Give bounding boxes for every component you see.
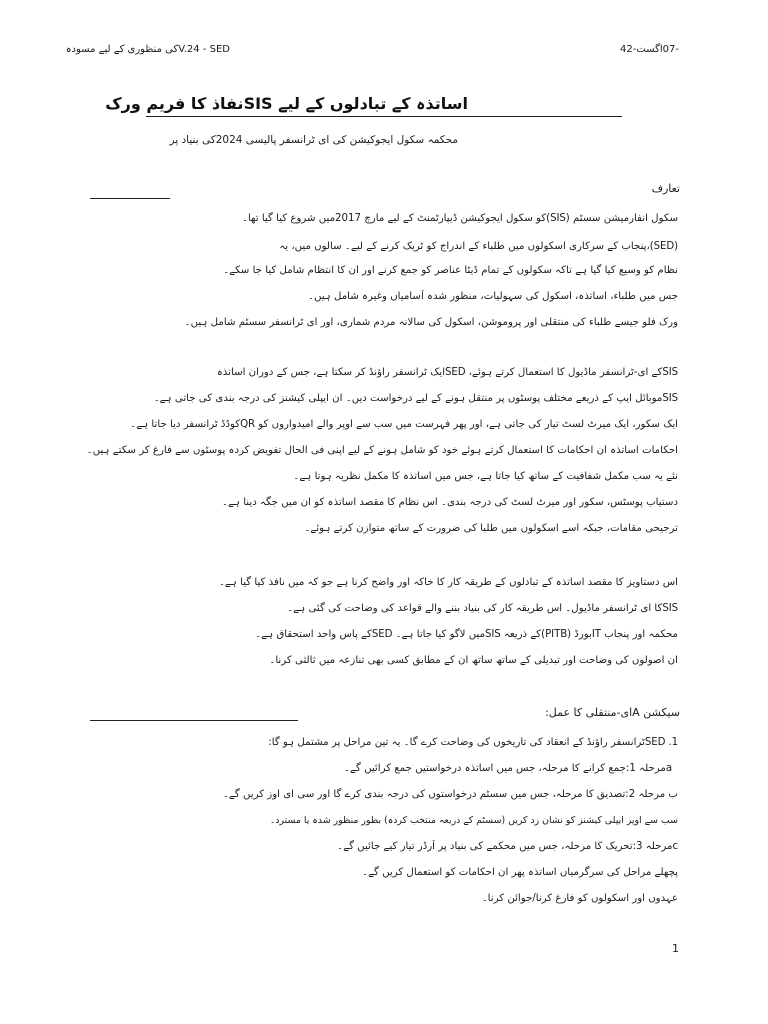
section-a-line: ب مرحلہ 2:تصدیق کا مرحلہ، جس میں سسٹم درخواستوں کی درجہ بندی کرے گا اور سی ای اوز کریں گے۔ [222,789,678,800]
body-line: اس دستاویز کا مقصد اساتذہ کے تبادلوں کے طریقہ کار کا خاکہ اور واضح کرنا ہے جو کہ میں نافذ کیا گیا ہے۔ [218,577,678,588]
intro-line: ورک فلو جیسے طلباء کی منتقلی اور پروموشن، اسکول کی سالانہ مردم شماری، اور ای ٹرانسفر سسٹم شامل ہیں۔ [184,317,678,328]
intro-rule [90,198,170,199]
body-line: احکامات اساتذہ ان احکامات کا استعمال کرتے ہوئے خود کو شامل ہونے کے لیے اپنی فی الحال تفویض کردہ پوسٹوں سے فارغ کر سکتے ہیں۔ [86,445,678,456]
body-line: ترجیحی مقامات، جبکہ اسے اسکولوں میں طلبا کی ضرورت کے ساتھ متوازن کرتے ہوئے۔ [304,523,678,534]
section-a-line: aمرحلہ 1:جمع کرانے کا مرحلہ، جس میں اساتذہ درخواستیں جمع کرائیں گے۔ [344,763,672,774]
body-line: محکمہ اور پنجاب ITبورڈ (PITB)کے ذریعہ SISمیں لاگو کیا جاتا ہے۔ SEDکے پاس واحد استحقاق ہے۔ [255,629,678,640]
page-number: 1 [672,942,679,955]
intro-line: جس میں طلباء، اساتذہ، اسکول کی سہولیات، منظور شدہ آسامیاں وغیرہ شامل ہیں۔ [307,291,678,302]
section-a-line: 1. SEDٹرانسفر راؤنڈ کے انعقاد کی تاریخوں کی وضاحت کرے گا۔ یہ تین مراحل پر مشتمل ہو گا: [268,737,678,748]
body-line: SISموبائل ایپ کے ذریعے مختلف پوسٹوں پر منتقل ہونے کے لیے درخواست دیں۔ ان ایپلی کیشنز کی درجہ بندی کی جاتی ہے۔ [153,393,678,404]
title-underline [146,116,622,117]
section-a-line: پچھلے مراحل کی سرگرمیاں اساتذہ پھر ان احکامات کو استعمال کریں گے۔ [362,867,678,878]
intro-heading: تعارف [651,182,680,195]
section-a-line: سب سے اوپر ایپلی کیشنز کو نشان زد کریں (سسٹم کے ذریعہ منتخب کردہ) بطور منظور شدہ یا مسترد۔ [269,815,678,826]
body-line: SISکے ای-ٹرانسفر ماڈیول کا استعمال کرتے ہوئے، SEDایک ٹرانسفر راؤنڈ کر سکتا ہے، جس کے دوران اساتذہ [216,367,678,378]
page-subtitle: محکمہ سکول ایجوکیشن کی ای ٹرانسفر پالیسی 2024کی بنیاد پر [169,134,458,146]
page-title: اساتذہ کے تبادلوں کے لیے SISنفاذ کا فریم ورک [105,94,468,113]
body-line: SISکا ای ٹرانسفر ماڈیول۔ اس طریقہ کار کی بنیاد بننے والے قواعد کی وضاحت کی گئی ہے۔ [287,603,678,614]
body-line: ان اصولوں کی وضاحت اور تبدیلی کے ساتھ ساتھ ان کے مطابق کسی بھی تنازعہ میں ثالثی کرنا۔ [269,655,678,666]
intro-line: (SED)،پنجاب کے سرکاری اسکولوں میں طلباء کے اندراج کو ٹریک کرنے کے لیے۔ سالوں میں، یہ [279,241,678,252]
intro-line: نظام کو وسیع کیا گیا ہے تاکہ سکولوں کے تمام ڈیٹا عناصر کو جمع کرنے اور ان کا انتظام شامل کیا جا سکے۔ [223,265,678,276]
section-a-rule [90,720,298,721]
section-a-line: cمرحلہ 3:تحریک کا مرحلہ، جس میں محکمے کی بنیاد پر آرڈر تیار کیے جائیں گے۔ [337,841,678,852]
header-date: -07اگست-42 [620,44,679,55]
header-doc-status: V.24 - SEDکی منظوری کے لیے مسودہ [65,44,230,55]
section-a-heading: سیکشن Aای-منتقلی کا عمل: [545,706,680,719]
body-line: ایک سکور، ایک میرٹ لسٹ تیار کی جاتی ہے، اور پھر فہرست میں سب سے اوپر والے امیدواروں کو QRکوڈڈ ٹرانسفر دیا جاتا ہے۔ [130,419,678,430]
body-line: نئے یہ سب مکمل شفافیت کے ساتھ کیا جاتا ہے، جس میں اساتذہ کا مکمل نظریہ ہوتا ہے۔ [293,471,678,482]
intro-line: سکول انفارمیشن سسٹم (SIS)کو سکول ایجوکیشن ڈیپارٹمنٹ کے لیے مارچ 2017میں شروع کیا گیا تھا۔ [241,213,678,224]
section-a-line: عہدوں اور اسکولوں کو فارغ کرنا/جوائن کرنا۔ [481,893,678,904]
body-line: دستیاب پوسٹس، سکور اور میرٹ لسٹ کی درجہ بندی۔ اس نظام کا مقصد اساتذہ کو ان میں جگہ دینا ہے۔ [222,497,678,508]
